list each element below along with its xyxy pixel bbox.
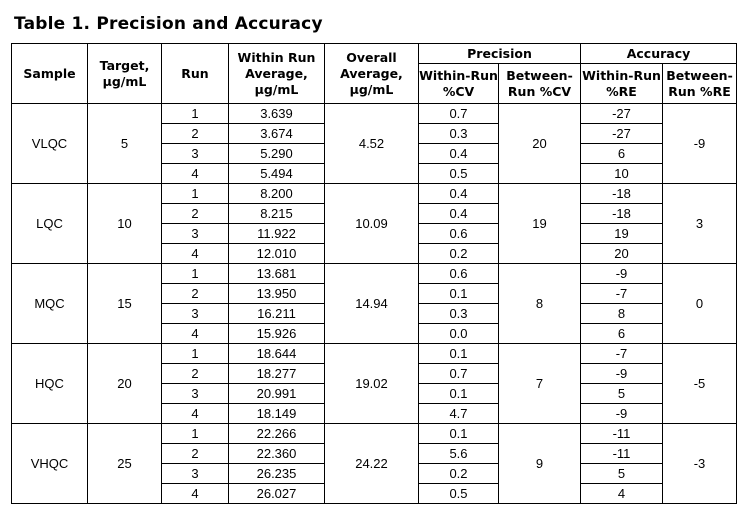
within-run-cv-cell: 0.5 xyxy=(419,164,499,184)
within-run-average-cell: 18.149 xyxy=(229,404,325,424)
between-run-re-cell: -9 xyxy=(663,104,737,184)
target-cell: 25 xyxy=(88,424,162,504)
within-run-cv-cell: 0.2 xyxy=(419,464,499,484)
table-row xyxy=(12,104,737,124)
between-run-cv-cell: 8 xyxy=(499,264,581,344)
within-run-average-cell: 3.639 xyxy=(229,104,325,124)
table-row xyxy=(12,264,737,284)
within-run-cv-cell: 0.3 xyxy=(419,304,499,324)
between-run-re-cell: -5 xyxy=(663,344,737,424)
header-within-run-re: Within-Run %RE xyxy=(581,64,663,104)
table-row xyxy=(12,184,737,204)
run-cell: 1 xyxy=(162,344,229,364)
run-cell: 1 xyxy=(162,264,229,284)
within-run-re-cell: 8 xyxy=(581,304,663,324)
run-cell: 1 xyxy=(162,184,229,204)
run-cell: 3 xyxy=(162,304,229,324)
within-run-cv-cell: 0.4 xyxy=(419,144,499,164)
table-row xyxy=(12,344,737,364)
precision-accuracy-table xyxy=(11,43,737,504)
between-run-cv-cell: 7 xyxy=(499,344,581,424)
header-between-run-cv: Between-Run %CV xyxy=(499,64,581,104)
within-run-re-cell: 10 xyxy=(581,164,663,184)
within-run-re-cell: -7 xyxy=(581,284,663,304)
within-run-average-cell: 8.215 xyxy=(229,204,325,224)
within-run-re-cell: 4 xyxy=(581,484,663,504)
within-run-average-cell: 5.290 xyxy=(229,144,325,164)
within-run-average-cell: 26.235 xyxy=(229,464,325,484)
between-run-re-cell: 0 xyxy=(663,264,737,344)
within-run-re-cell: -9 xyxy=(581,404,663,424)
within-run-cv-cell: 0.4 xyxy=(419,204,499,224)
within-run-re-cell: 20 xyxy=(581,244,663,264)
within-run-cv-cell: 0.1 xyxy=(419,344,499,364)
run-cell: 4 xyxy=(162,404,229,424)
within-run-cv-cell: 4.7 xyxy=(419,404,499,424)
within-run-re-cell: -27 xyxy=(581,124,663,144)
run-cell: 2 xyxy=(162,284,229,304)
within-run-average-cell: 8.200 xyxy=(229,184,325,204)
header-overall-average: Overall Average, µg/mL xyxy=(325,44,419,104)
run-cell: 2 xyxy=(162,444,229,464)
overall-average-cell: 24.22 xyxy=(325,424,419,504)
within-run-cv-cell: 0.7 xyxy=(419,364,499,384)
within-run-re-cell: -27 xyxy=(581,104,663,124)
sample-cell: LQC xyxy=(12,184,88,264)
run-cell: 1 xyxy=(162,104,229,124)
within-run-average-cell: 20.991 xyxy=(229,384,325,404)
within-run-re-cell: -18 xyxy=(581,204,663,224)
between-run-cv-cell: 20 xyxy=(499,104,581,184)
overall-average-cell: 14.94 xyxy=(325,264,419,344)
target-cell: 5 xyxy=(88,104,162,184)
run-cell: 2 xyxy=(162,204,229,224)
run-cell: 3 xyxy=(162,464,229,484)
within-run-average-cell: 18.644 xyxy=(229,344,325,364)
within-run-cv-cell: 0.1 xyxy=(419,384,499,404)
within-run-re-cell: -18 xyxy=(581,184,663,204)
within-run-average-cell: 22.266 xyxy=(229,424,325,444)
within-run-average-cell: 12.010 xyxy=(229,244,325,264)
within-run-re-cell: 5 xyxy=(581,384,663,404)
target-cell: 10 xyxy=(88,184,162,264)
overall-average-cell: 19.02 xyxy=(325,344,419,424)
header-within-run-cv: Within-Run %CV xyxy=(419,64,499,104)
run-cell: 3 xyxy=(162,224,229,244)
within-run-cv-cell: 0.6 xyxy=(419,264,499,284)
header-between-run-re: Between-Run %RE xyxy=(663,64,737,104)
table-row xyxy=(12,424,737,444)
within-run-re-cell: 6 xyxy=(581,324,663,344)
within-run-average-cell: 13.681 xyxy=(229,264,325,284)
within-run-cv-cell: 0.6 xyxy=(419,224,499,244)
within-run-average-cell: 5.494 xyxy=(229,164,325,184)
within-run-cv-cell: 0.5 xyxy=(419,484,499,504)
within-run-re-cell: 19 xyxy=(581,224,663,244)
run-cell: 2 xyxy=(162,364,229,384)
target-cell: 15 xyxy=(88,264,162,344)
within-run-average-cell: 26.027 xyxy=(229,484,325,504)
within-run-average-cell: 3.674 xyxy=(229,124,325,144)
within-run-average-cell: 13.950 xyxy=(229,284,325,304)
sample-cell: VLQC xyxy=(12,104,88,184)
header-target: Target, µg/mL xyxy=(88,44,162,104)
within-run-re-cell: -11 xyxy=(581,424,663,444)
within-run-cv-cell: 0.7 xyxy=(419,104,499,124)
within-run-re-cell: -11 xyxy=(581,444,663,464)
within-run-average-cell: 16.211 xyxy=(229,304,325,324)
target-cell: 20 xyxy=(88,344,162,424)
overall-average-cell: 4.52 xyxy=(325,104,419,184)
header-accuracy: Accuracy xyxy=(581,44,737,64)
overall-average-cell: 10.09 xyxy=(325,184,419,264)
within-run-cv-cell: 0.1 xyxy=(419,284,499,304)
within-run-cv-cell: 0.0 xyxy=(419,324,499,344)
between-run-cv-cell: 9 xyxy=(499,424,581,504)
between-run-re-cell: 3 xyxy=(663,184,737,264)
run-cell: 1 xyxy=(162,424,229,444)
within-run-average-cell: 22.360 xyxy=(229,444,325,464)
between-run-cv-cell: 19 xyxy=(499,184,581,264)
header-within-run-average: Within Run Average, µg/mL xyxy=(229,44,325,104)
run-cell: 3 xyxy=(162,384,229,404)
between-run-re-cell: -3 xyxy=(663,424,737,504)
within-run-re-cell: -9 xyxy=(581,264,663,284)
within-run-cv-cell: 0.4 xyxy=(419,184,499,204)
header-sample: Sample xyxy=(12,44,88,104)
sample-cell: VHQC xyxy=(12,424,88,504)
within-run-average-cell: 18.277 xyxy=(229,364,325,384)
run-cell: 4 xyxy=(162,484,229,504)
run-cell: 4 xyxy=(162,324,229,344)
within-run-average-cell: 15.926 xyxy=(229,324,325,344)
header-precision: Precision xyxy=(419,44,581,64)
within-run-re-cell: -7 xyxy=(581,344,663,364)
within-run-cv-cell: 5.6 xyxy=(419,444,499,464)
sample-cell: MQC xyxy=(12,264,88,344)
run-cell: 3 xyxy=(162,144,229,164)
within-run-re-cell: 5 xyxy=(581,464,663,484)
within-run-average-cell: 11.922 xyxy=(229,224,325,244)
header-run: Run xyxy=(162,44,229,104)
table-title: Table 1. Precision and Accuracy xyxy=(14,14,323,34)
within-run-cv-cell: 0.1 xyxy=(419,424,499,444)
within-run-re-cell: 6 xyxy=(581,144,663,164)
sample-cell: HQC xyxy=(12,344,88,424)
within-run-cv-cell: 0.3 xyxy=(419,124,499,144)
within-run-cv-cell: 0.2 xyxy=(419,244,499,264)
run-cell: 2 xyxy=(162,124,229,144)
run-cell: 4 xyxy=(162,164,229,184)
run-cell: 4 xyxy=(162,244,229,264)
within-run-re-cell: -9 xyxy=(581,364,663,384)
